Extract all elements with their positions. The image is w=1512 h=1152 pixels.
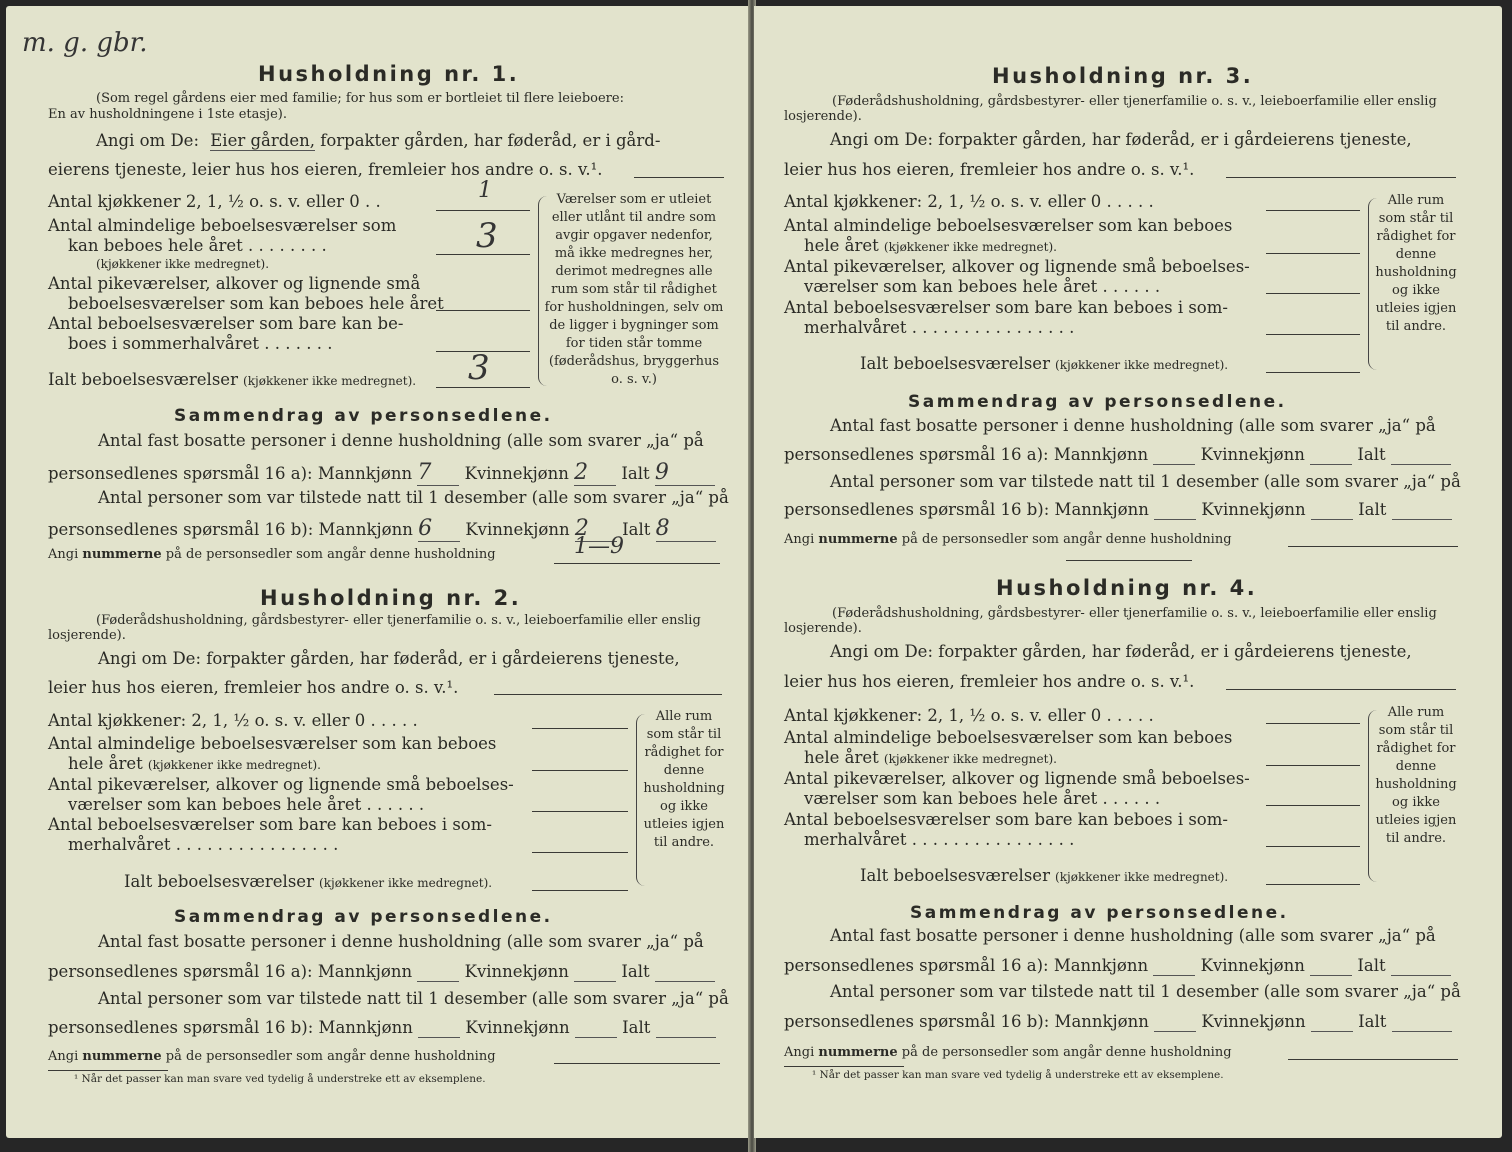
h1-sommer-label-b: boes i sommerhalvåret . . . . . . . xyxy=(68,334,333,353)
h3-fast-b: personsedlenes spørsmål 16 a): Mannkjønn xyxy=(784,445,1149,464)
h2-sommer-b: merhalvåret . . . . . . . . . . . . . . . . xyxy=(68,835,339,854)
h2-ialt-b: (kjøkkener ikke medregnet). xyxy=(319,876,493,890)
h3-almind-b: hele året xyxy=(804,236,879,255)
h2-natt-kvinne: Kvinnekjønn xyxy=(465,1018,570,1037)
h2-natt-a: Antal personer som var tilstede natt til 1 desember (alle som svarer „ja“ på xyxy=(98,989,729,1008)
h4-kjokkener: Antal kjøkkener: 2, 1, ½ o. s. v. eller 0 . . . . . xyxy=(784,706,1154,725)
h3-sommer-line xyxy=(1266,334,1360,335)
h3-pike-a: Antal pikeværelser, alkover og lignende små beboelses- xyxy=(784,257,1250,276)
h4-angi-line xyxy=(1226,689,1456,690)
h3-almind-a: Antal almindelige beboelsesværelser som kan beboes xyxy=(784,216,1233,235)
h1-nummer-b: nummerne xyxy=(82,547,162,562)
h1-fast-mann-value: 7 xyxy=(417,460,459,486)
h3-kjokkener-line xyxy=(1266,210,1360,211)
h2-sammendrag: Sammendrag av personsedlene. xyxy=(174,907,553,927)
h2-natt-row xyxy=(48,1018,716,1038)
h3-fast-ialt-blank xyxy=(1391,445,1451,465)
h3-kjokkener: Antal kjøkkener: 2, 1, ½ o. s. v. eller 0 . . . . . xyxy=(784,192,1154,211)
h1-kjokkener-line xyxy=(436,210,530,211)
h2-almind-a: Antal almindelige beboelsesværelser som kan beboes xyxy=(48,734,497,753)
h2-angi-a: Angi om De: forpakter gården, har føderåd, er i gårdeierens tjeneste, xyxy=(98,649,680,668)
h4-natt-ialt: Ialt xyxy=(1358,1012,1387,1031)
h3-sammendrag: Sammendrag av personsedlene. xyxy=(908,392,1287,412)
h3-natt-ialt-blank xyxy=(1392,500,1452,520)
h1-pike-label-a: Antal pikeværelser, alkover og lignende små xyxy=(48,274,421,293)
h3-side-note: Alle rum som står til rådighet for denne husholdning og ikke utleies igjen til andre. xyxy=(1375,193,1457,334)
h3-sommer-a: Antal beboelsesværelser som bare kan beboes i som- xyxy=(784,298,1228,317)
h2-pike-line xyxy=(532,811,628,812)
h3-fast-mann-blank xyxy=(1153,445,1195,465)
h2-angi-b: leier hus hos eieren, fremleier hos andre o. s. v.¹. xyxy=(48,678,459,697)
h4-natt-kvinne-blank xyxy=(1311,1012,1353,1032)
h3-fast-kvinne-blank xyxy=(1310,445,1352,465)
h2-nummer-row xyxy=(48,1049,496,1064)
h4-ialt-b: (kjøkkener ikke medregnet). xyxy=(1055,870,1229,884)
h2-kjokkener-line xyxy=(532,728,628,729)
h2-ialt-line xyxy=(532,890,628,891)
h3-sommer-b: merhalvåret . . . . . . . . . . . . . . . . xyxy=(804,318,1075,337)
h3-nummer-row xyxy=(784,532,1232,547)
h1-nummer-a: Angi xyxy=(48,547,79,562)
h1-natt-ialt-label: Ialt xyxy=(622,520,651,539)
h4-almind-line xyxy=(1266,765,1360,766)
h4-sommer-b: merhalvåret . . . . . . . . . . . . . . . . xyxy=(804,830,1075,849)
h1-nummer-c: på de personsedler som angår denne husholdning xyxy=(165,547,496,562)
right-page xyxy=(754,6,1502,1138)
h4-nummer-line xyxy=(1288,1059,1458,1060)
h1-kjokkener-label: Antal kjøkkener 2, 1, ½ o. s. v. eller 0 . . xyxy=(48,192,381,211)
h3-nummer-b: nummerne xyxy=(818,532,898,547)
h3-natt-ialt: Ialt xyxy=(1358,500,1387,519)
h2-natt-kvinne-blank xyxy=(575,1018,617,1038)
h3-angi-line xyxy=(1226,177,1456,178)
h4-fast-a: Antal fast bosatte personer i denne husholdning (alle som svarer „ja“ på xyxy=(830,926,1436,945)
h4-fast-kvinne: Kvinnekjønn xyxy=(1200,956,1305,975)
h1-natt-kvinne-label: Kvinnekjønn xyxy=(465,520,570,539)
h4-fast-ialt: Ialt xyxy=(1357,956,1386,975)
h2-fast-ialt: Ialt xyxy=(621,962,650,981)
h2-pike-a: Antal pikeværelser, alkover og lignende små beboelses- xyxy=(48,775,514,794)
h2-side-note: Alle rum som står til rådighet for denne husholdning og ikke utleies igjen til andre. xyxy=(643,709,725,850)
h2-fast-kvinne-blank xyxy=(574,962,616,982)
h2-angi-line xyxy=(494,694,722,695)
h3-angi-a: Angi om De: forpakter gården, har føderåd, er i gårdeierens tjeneste, xyxy=(830,130,1412,149)
h4-angi-b: leier hus hos eieren, fremleier hos andre o. s. v.¹. xyxy=(784,672,1195,691)
h1-fast-label-a: Antal fast bosatte personer i denne husholdning (alle som svarer „ja“ på xyxy=(98,431,704,450)
h3-natt-a: Antal personer som var tilstede natt til 1 desember (alle som svarer „ja“ på xyxy=(830,472,1461,491)
h4-natt-a: Antal personer som var tilstede natt til 1 desember (alle som svarer „ja“ på xyxy=(830,982,1461,1001)
h2-fast-kvinne: Kvinnekjønn xyxy=(464,962,569,981)
h1-fast-row xyxy=(48,460,715,486)
h3-natt-kvinne: Kvinnekjønn xyxy=(1201,500,1306,519)
h3-natt-mann-blank xyxy=(1154,500,1196,520)
h3-ialt-b: (kjøkkener ikke medregnet). xyxy=(1055,358,1229,372)
h3-pike-b: værelser som kan beboes hele året . . . . . . xyxy=(804,277,1161,296)
h1-side-note: Værelser som er utleiet eller utlånt til andre som avgir opgaver nedenfor, må ikke medregnes her, derimot medregnes alle rum som står til rådighet for husholdningen, selv om de ligger i bygninger som for tiden står tomme (føderådshus, bryggerhus o. s. v.) xyxy=(544,192,724,387)
h1-almind-label-a: Antal almindelige beboelsesværelser som xyxy=(48,216,397,235)
h3-ialt-row xyxy=(860,354,1228,373)
h1-kjokkener-value: 1 xyxy=(478,178,492,203)
h2-nummer-line xyxy=(554,1063,720,1064)
h1-angi-prefix: Angi om De: xyxy=(96,131,200,150)
h3-fast-row xyxy=(784,445,1451,465)
h2-fast-row xyxy=(48,962,715,982)
h1-angi-line1 xyxy=(96,131,660,150)
h4-ialt-line xyxy=(1266,884,1360,885)
h4-nummer-c: på de personsedler som angår denne husholdning xyxy=(901,1045,1232,1060)
h2-note: (Føderådshusholdning, gårdsbestyrer- eller tjenerfamilie o. s. v., leieboerfamilie eller enslig losjerende). xyxy=(48,613,701,643)
h2-natt-mann-blank xyxy=(418,1018,460,1038)
h2-almind-row xyxy=(68,754,321,773)
h1-fast-kvinne-label: Kvinnekjønn xyxy=(464,464,569,483)
h2-ialt-a: Ialt beboelsesværelser xyxy=(124,872,314,891)
h2-kjokkener: Antal kjøkkener: 2, 1, ½ o. s. v. eller 0 . . . . . xyxy=(48,711,418,730)
h1-almind-value: 3 xyxy=(476,216,498,256)
h1-natt-kvinne-value: 2 xyxy=(575,516,617,542)
h1-natt-label-a: Antal personer som var tilstede natt til 1 desember (alle som svarer „ja“ på xyxy=(98,488,729,507)
h3-natt-row xyxy=(784,500,1452,520)
h1-ialt-value: 3 xyxy=(468,348,490,388)
h3-almind-row xyxy=(804,236,1057,255)
h3-fast-ialt: Ialt xyxy=(1357,445,1386,464)
h2-nummer-c: på de personsedler som angår denne husholdning xyxy=(165,1049,496,1064)
h1-note-a: (Som regel gårdens eier med familie; for hus som er bortleiet til flere leieboere: xyxy=(96,91,624,106)
h4-sommer-a: Antal beboelsesværelser som bare kan beboes i som- xyxy=(784,810,1228,829)
h1-angi-line2: eierens tjeneste, leier hus hos eieren, fremleier hos andre o. s. v.¹. xyxy=(48,160,603,179)
h2-ialt-row xyxy=(124,872,492,891)
h4-fast-row xyxy=(784,956,1451,976)
h1-ialt-row xyxy=(48,370,416,389)
h4-note: (Føderådshusholdning, gårdsbestyrer- eller tjenerfamilie o. s. v., leieboerfamilie eller enslig losjerende). xyxy=(784,606,1437,636)
h1-almind-label-b: kan beboes hele året . . . . . . . . xyxy=(68,236,327,255)
h2-natt-ialt-blank xyxy=(656,1018,716,1038)
h1-fast-label-b: personsedlenes spørsmål 16 a): Mannkjønn xyxy=(48,464,413,483)
h3-fast-a: Antal fast bosatte personer i denne husholdning (alle som svarer „ja“ på xyxy=(830,416,1436,435)
h4-fast-kvinne-blank xyxy=(1310,956,1352,976)
h3-note: (Føderådshusholdning, gårdsbestyrer- eller tjenerfamilie o. s. v., leieboerfamilie eller enslig losjerende). xyxy=(784,94,1437,124)
h1-sommer-label-a: Antal beboelsesværelser som bare kan be- xyxy=(48,314,404,333)
h4-nummer-row xyxy=(784,1045,1232,1060)
h4-almind-a: Antal almindelige beboelsesværelser som kan beboes xyxy=(784,728,1233,747)
h1-almind-label-c: (kjøkkener ikke medregnet). xyxy=(96,257,270,271)
h1-nummer-value: 1—9 xyxy=(574,534,624,559)
h3-fast-kvinne: Kvinnekjønn xyxy=(1200,445,1305,464)
h1-angi-rest: forpakter gården, har føderåd, er i gård- xyxy=(320,131,661,150)
h3-nummer-c: på de personsedler som angår denne husholdning xyxy=(901,532,1232,547)
h2-natt-ialt: Ialt xyxy=(622,1018,651,1037)
h4-fast-b: personsedlenes spørsmål 16 a): Mannkjønn xyxy=(784,956,1149,975)
h2-almind-b: hele året xyxy=(68,754,143,773)
h3-natt-b: personsedlenes spørsmål 16 b): Mannkjønn xyxy=(784,500,1149,519)
h4-ialt-row xyxy=(860,866,1228,885)
h4-angi-a: Angi om De: forpakter gården, har føderåd, er i gårdeierens tjeneste, xyxy=(830,642,1412,661)
h2-natt-b: personsedlenes spørsmål 16 b): Mannkjønn xyxy=(48,1018,413,1037)
h4-ialt-a: Ialt beboelsesværelser xyxy=(860,866,1050,885)
h3-separator-rule xyxy=(1066,560,1192,561)
h3-title: Husholdning nr. 3. xyxy=(992,64,1254,88)
h3-almind-c: (kjøkkener ikke medregnet). xyxy=(883,240,1057,254)
h2-fast-mann-blank xyxy=(417,962,459,982)
h4-natt-mann-blank xyxy=(1154,1012,1196,1032)
h2-sommer-a: Antal beboelsesværelser som bare kan beboes i som- xyxy=(48,815,492,834)
h4-fast-ialt-blank xyxy=(1391,956,1451,976)
h3-natt-kvinne-blank xyxy=(1311,500,1353,520)
h1-angi-selected: Eier gården, xyxy=(210,131,315,150)
h2-almind-c: (kjøkkener ikke medregnet). xyxy=(147,758,321,772)
h1-note-b: En av husholdningene i 1ste etasje). xyxy=(48,107,287,122)
h4-almind-row xyxy=(804,748,1057,767)
h3-almind-line xyxy=(1266,253,1360,254)
h4-natt-kvinne: Kvinnekjønn xyxy=(1201,1012,1306,1031)
h3-nummer-a: Angi xyxy=(784,532,815,547)
h3-nummer-line xyxy=(1288,546,1458,547)
h1-fast-ialt-value: 9 xyxy=(655,460,715,486)
h4-pike-b: værelser som kan beboes hele året . . . . . . xyxy=(804,789,1161,808)
right-footnote: ¹ Når det passer kan man svare ved tydelig å understreke ett av eksemplene. xyxy=(812,1069,1224,1081)
right-footnote-rule xyxy=(784,1066,904,1067)
h2-sommer-line xyxy=(532,852,628,853)
h1-natt-mann-value: 6 xyxy=(418,516,460,542)
h2-fast-ialt-blank xyxy=(655,962,715,982)
h1-nummer-line xyxy=(554,563,720,564)
h4-pike-line xyxy=(1266,805,1360,806)
h2-almind-line xyxy=(532,770,628,771)
h1-title: Husholdning nr. 1. xyxy=(258,62,520,86)
h1-sammendrag-title: Sammendrag av personsedlene. xyxy=(174,406,553,426)
h1-fast-kvinne-value: 2 xyxy=(574,460,616,486)
h3-ialt-line xyxy=(1266,372,1360,373)
h4-sammendrag: Sammendrag av personsedlene. xyxy=(910,903,1289,923)
h2-nummer-a: Angi xyxy=(48,1049,79,1064)
margin-note: m. g. gbr. xyxy=(22,28,148,58)
h2-pike-b: værelser som kan beboes hele året . . . . . . xyxy=(68,795,425,814)
left-page xyxy=(6,6,750,1138)
h2-title: Husholdning nr. 2. xyxy=(260,586,522,610)
h1-angi-answer-line xyxy=(634,177,724,178)
left-footnote-rule xyxy=(48,1070,168,1071)
h1-fast-ialt-label: Ialt xyxy=(621,464,650,483)
h4-nummer-b: nummerne xyxy=(818,1045,898,1060)
h3-pike-line xyxy=(1266,293,1360,294)
h3-angi-b: leier hus hos eieren, fremleier hos andre o. s. v.¹. xyxy=(784,160,1195,179)
h4-natt-ialt-blank xyxy=(1392,1012,1452,1032)
h4-almind-b: hele året xyxy=(804,748,879,767)
h4-nummer-a: Angi xyxy=(784,1045,815,1060)
h3-ialt-a: Ialt beboelsesværelser xyxy=(860,354,1050,373)
h1-pike-label-b: beboelsesværelser som kan beboes hele året xyxy=(68,294,444,313)
h1-natt-label-b: personsedlenes spørsmål 16 b): Mannkjønn xyxy=(48,520,413,539)
h1-pike-line xyxy=(436,310,530,311)
h2-fast-b: personsedlenes spørsmål 16 a): Mannkjønn xyxy=(48,962,413,981)
h4-natt-b: personsedlenes spørsmål 16 b): Mannkjønn xyxy=(784,1012,1149,1031)
h4-side-note: Alle rum som står til rådighet for denne husholdning og ikke utleies igjen til andre. xyxy=(1375,705,1457,846)
h4-fast-mann-blank xyxy=(1153,956,1195,976)
h4-natt-row xyxy=(784,1012,1452,1032)
h4-sommer-line xyxy=(1266,846,1360,847)
h2-nummer-b: nummerne xyxy=(82,1049,162,1064)
h1-ialt-note: (kjøkkener ikke medregnet). xyxy=(243,374,417,388)
h4-title: Husholdning nr. 4. xyxy=(996,576,1258,600)
h4-almind-c: (kjøkkener ikke medregnet). xyxy=(883,752,1057,766)
h1-natt-ialt-value: 8 xyxy=(656,516,716,542)
h1-nummer-row xyxy=(48,547,496,562)
h4-kjokkener-line xyxy=(1266,723,1360,724)
h4-pike-a: Antal pikeværelser, alkover og lignende små beboelses- xyxy=(784,769,1250,788)
left-footnote: ¹ Når det passer kan man svare ved tydelig å understreke ett av eksemplene. xyxy=(74,1073,486,1085)
h2-fast-a: Antal fast bosatte personer i denne husholdning (alle som svarer „ja“ på xyxy=(98,932,704,951)
h1-ialt-label: Ialt beboelsesværelser xyxy=(48,370,238,389)
